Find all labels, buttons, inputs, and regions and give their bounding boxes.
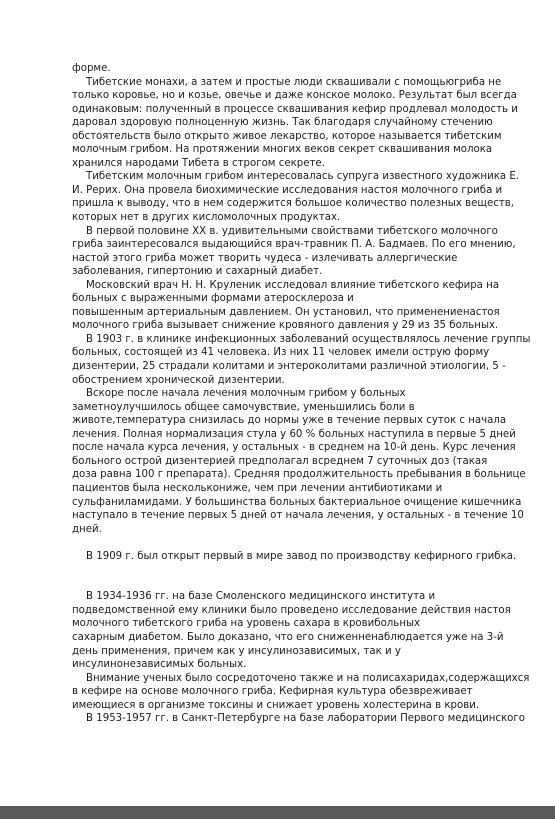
- text-line: молочным грибом. На протяжении многих веков секрет сквашивания молока: [72, 144, 493, 156]
- text-line: гриба заинтересовался выдающийся врач-травник П. А. Бадмаев. По его мнению,: [72, 239, 516, 251]
- text-line: пришла к выводу, что в нем содержится большое количество полезных веществ,: [72, 198, 515, 210]
- text-line: наступало в течение первых 5 дней от начала лечения, у остальных - в течение 10: [72, 510, 524, 522]
- text-line: Внимание ученых было сосредоточено также и на полисахаридах,содержащихся: [86, 672, 530, 684]
- text-line: В 1909 г. был открыт первый в мире завод по производству кефирного грибка.: [86, 550, 517, 562]
- bottom-scroll-bar[interactable]: [0, 806, 555, 819]
- document-text: [72, 62, 531, 726]
- text-line: обострением хронической дизентерии.: [72, 374, 285, 386]
- text-line: доза равна 100 г препарата). Средняя продолжительность пребывания в больнице: [72, 469, 526, 481]
- text-line: молочного тибетского гриба на уровень сахара в кровибольных: [72, 618, 421, 630]
- text-line: Тибетским молочным грибом интересовалась супруга известного художника Е.: [86, 171, 519, 183]
- text-line: имеющиеся в организме токсины и снижает уровень холестерина в крови.: [72, 699, 480, 711]
- blank-line: [72, 563, 522, 577]
- text-line: которых нет в других кисломолочных продуктах.: [72, 212, 341, 224]
- text-line: подведомственной ему клиники было проведено исследование действия настоя: [72, 604, 511, 616]
- text-line: повышенным артериальным давлением. Он установил, что применениенастоя: [72, 306, 500, 318]
- text-line: Тибетские монахи, а затем и простые люди сквашивали с помощьюгриба не: [86, 76, 502, 88]
- text-line: Вскоре после начала лечения молочным грибом у больных: [86, 388, 406, 400]
- text-line: сахарным диабетом. Было доказано, что его сниженненаблюдается уже на 3-й: [72, 631, 504, 643]
- text-line: дней.: [72, 523, 102, 535]
- text-line: молочного гриба вызывает снижение кровяного давления у 29 из 35 больных.: [72, 320, 499, 332]
- text-line: В 1953-1957 гг. в Санкт-Петербурге на базе лаборатории Первого медицинского: [86, 713, 525, 725]
- text-line: больных с выраженными формами атеросклероза и: [72, 293, 354, 305]
- text-line: даровал здоровую полноценную жизнь. Так благодаря случайному стечению: [72, 117, 493, 129]
- text-line: инсулинонезависимых больных.: [72, 659, 247, 671]
- text-line: день применения, причем как у инсулинозависимых, так и у: [72, 645, 401, 657]
- text-line: сульфаниламидами. У большинства больных бактериальное очищение кишечника: [72, 496, 522, 508]
- text-line: больного острой дизентерией предполагал всреднем 7 суточных доз (такая: [72, 455, 488, 467]
- text-line: хранился народами Тибета в строгом секрете.: [72, 157, 325, 169]
- text-line: в кефире на основе молочного гриба. Кефирная культура обезвреживает: [72, 686, 473, 698]
- text-line: В первой половине XX в. удивительными свойствами тибетского молочного: [86, 225, 498, 237]
- text-line: больных, состоящей из 41 человека. Из них 11 человек имели острую форму: [72, 347, 490, 359]
- text-line: заболевания, гипертонию и сахарный диабет.: [72, 266, 323, 278]
- text-line: обстоятельств было открыто живое лекарство, которое называется тибетским: [72, 130, 502, 142]
- text-line: заметноулучшилось общее самочувствие, уменьшились боли в: [72, 401, 415, 413]
- text-line: форме.: [72, 63, 111, 74]
- text-line: только коровье, но и козье, овечье и даже конское молоко. Результат был всегда: [72, 90, 517, 102]
- text-line: после начала курса лечения, у остальных - в среднем на 10-й день. Курс лечения: [72, 442, 516, 454]
- text-line: дизентерии, 25 страдали колитами и энтероколитами различной этиологии, 5 -: [72, 361, 506, 373]
- text-line: Московский врач Н. Н. Круленик исследовал влияние тибетского кефира на: [86, 279, 500, 291]
- text-line: лечения. Полная нормализация стула у 60 % больных наступила в первые 5 дней: [72, 428, 516, 440]
- text-line: пациентов была несколькониже, чем при лечении антибиотиками и: [72, 482, 443, 494]
- text-line: В 1903 г. в клинике инфекционных заболеваний осуществлялось лечение группы: [86, 333, 531, 345]
- blank-line: [72, 536, 522, 550]
- blank-line: [72, 577, 522, 591]
- text-line: И. Рерих. Она провела биохимические исследования настоя молочного гриба и: [72, 184, 503, 196]
- text-line: животе,температура снизилась до нормы уже в течение первых суток с начала: [72, 415, 507, 427]
- text-line: настой этого гриба может творить чудеса - излечивать аллергические: [72, 252, 458, 264]
- text-line: В 1934-1936 гг. на базе Смоленского медицинского института и: [86, 591, 436, 603]
- text-line: одинаковым: полученный в процессе сквашивания кефир продлевал молодость и: [72, 103, 518, 115]
